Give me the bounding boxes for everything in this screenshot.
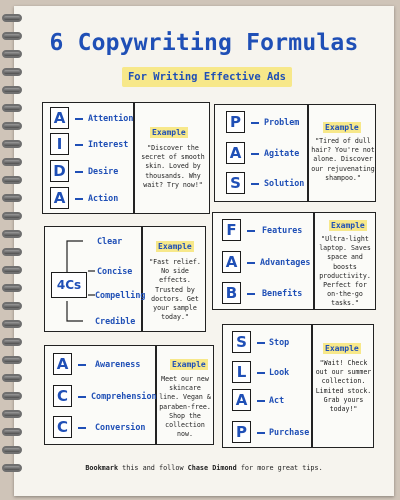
formula-term: Benefits <box>262 288 303 298</box>
dash-icon <box>257 342 265 344</box>
formula-term: Desire <box>88 166 119 176</box>
formula-term: Credible <box>95 316 136 326</box>
dash-icon <box>247 262 255 264</box>
formula-letter: A <box>226 142 245 164</box>
ring-icon <box>2 302 22 310</box>
ring-icon <box>2 320 22 328</box>
formula-term: Conversion <box>95 422 146 432</box>
formula-letter: C <box>53 385 72 407</box>
formula-letter: A <box>232 389 251 411</box>
dash-icon <box>257 432 265 434</box>
ring-icon <box>2 374 22 382</box>
example-text: "Wait! Check out our summer collection. Limited stock. Grab yours today!" <box>315 359 372 414</box>
dash-icon <box>78 396 86 398</box>
dash-icon <box>247 230 255 232</box>
dash-icon <box>78 427 86 429</box>
acc-card <box>44 345 214 445</box>
formula-term: Act <box>269 395 285 405</box>
footer-bookmark: Bookmark <box>85 464 119 472</box>
example-text: Meet our new skincare line. Vegan & paraben-free. Shop the collection now. <box>159 375 211 439</box>
formula-term: Compelling <box>95 290 146 300</box>
formula-letter: L <box>232 361 251 383</box>
ring-icon <box>2 356 22 364</box>
formula-letter: B <box>222 282 241 304</box>
slap-card <box>222 324 374 448</box>
ring-icon <box>2 104 22 112</box>
formula-term: Interest <box>88 139 129 149</box>
four-cs-card <box>44 226 206 332</box>
formula-term: Clear <box>97 236 123 246</box>
formula-letter: F <box>222 219 241 241</box>
formula-letter: D <box>50 160 69 182</box>
footer-note <box>14 464 394 472</box>
ring-icon <box>2 14 22 22</box>
formula-term: Agitate <box>264 148 300 158</box>
example-text: "Tired of dull hair? You're not alone. Discover our rejuvenating shampoo." <box>311 137 375 182</box>
ring-icon <box>2 284 22 292</box>
ring-icon <box>2 338 22 346</box>
aida-card <box>42 102 210 214</box>
formula-term: Look <box>269 367 290 377</box>
formula-term: Solution <box>264 178 305 188</box>
formula-term: Concise <box>97 266 133 276</box>
ring-icon <box>2 176 22 184</box>
card-divider <box>307 105 309 201</box>
dash-icon <box>75 198 83 200</box>
ring-icon <box>2 68 22 76</box>
spiral-binding <box>2 14 24 484</box>
dash-icon <box>78 364 86 366</box>
four-cs-badge: 4Cs <box>51 272 87 298</box>
formula-term: Stop <box>269 337 290 347</box>
page-subtitle: For Writing Effective Ads <box>122 67 292 87</box>
formula-letter: I <box>50 133 69 155</box>
formula-term: Features <box>262 225 303 235</box>
card-divider <box>313 213 315 309</box>
ring-icon <box>2 428 22 436</box>
example-text: "Ultra-light laptop. Saves space and boosts productivity. Perfect for on-the-go tasks." <box>319 235 371 308</box>
ring-icon <box>2 158 22 166</box>
dash-icon <box>75 144 83 146</box>
ring-icon <box>2 86 22 94</box>
ring-icon <box>2 212 22 220</box>
dash-icon <box>257 400 265 402</box>
formula-term: Problem <box>264 117 300 127</box>
pas-card <box>214 104 376 202</box>
ring-icon <box>2 410 22 418</box>
formula-letter: S <box>226 172 245 194</box>
page-title: 6 Copywriting Formulas <box>49 30 359 56</box>
formula-term: Action <box>88 193 119 203</box>
footer-text-2: for more great tips. <box>236 464 323 472</box>
footer-author: Chase Dimond <box>187 464 237 472</box>
formula-letter: A <box>53 353 72 375</box>
formula-letter: S <box>232 331 251 353</box>
formula-letter: A <box>50 107 69 129</box>
ring-icon <box>2 392 22 400</box>
example-label: Example <box>158 242 192 251</box>
example-text: "Discover the secret of smooth skin. Loved by thousands. Why wait? Try now!" <box>141 144 205 189</box>
dash-icon <box>247 293 255 295</box>
ring-icon <box>2 140 22 148</box>
example-text: "Fast relief. No side effects. Trusted by doctors. Get your sample today." <box>149 258 201 322</box>
example-label: Example <box>152 128 186 137</box>
ring-icon <box>2 248 22 256</box>
formula-term: Awareness <box>95 359 141 369</box>
formula-term: Comprehension <box>91 391 157 401</box>
dash-icon <box>75 118 83 120</box>
ring-icon <box>2 230 22 238</box>
ring-icon <box>2 266 22 274</box>
dash-icon <box>251 122 259 124</box>
fab-card <box>212 212 376 310</box>
example-label: Example <box>331 221 365 230</box>
formula-term: Advantages <box>260 257 311 267</box>
dash-icon <box>75 171 83 173</box>
formula-letter: P <box>232 421 251 443</box>
formula-term: Attention <box>88 113 134 123</box>
ring-icon <box>2 122 22 130</box>
example-label: Example <box>325 123 359 132</box>
ring-icon <box>2 194 22 202</box>
dash-icon <box>257 372 265 374</box>
formula-letter: A <box>222 251 241 273</box>
example-label: Example <box>325 344 359 353</box>
example-label: Example <box>172 360 206 369</box>
dash-icon <box>251 153 259 155</box>
formula-letter: A <box>50 187 69 209</box>
formula-letter: P <box>226 111 245 133</box>
formula-term: Purchase <box>269 427 310 437</box>
ring-icon <box>2 446 22 454</box>
card-divider <box>311 325 313 447</box>
footer-text-1: this and follow <box>118 464 188 472</box>
formula-letter: C <box>53 416 72 438</box>
dash-icon <box>251 183 259 185</box>
